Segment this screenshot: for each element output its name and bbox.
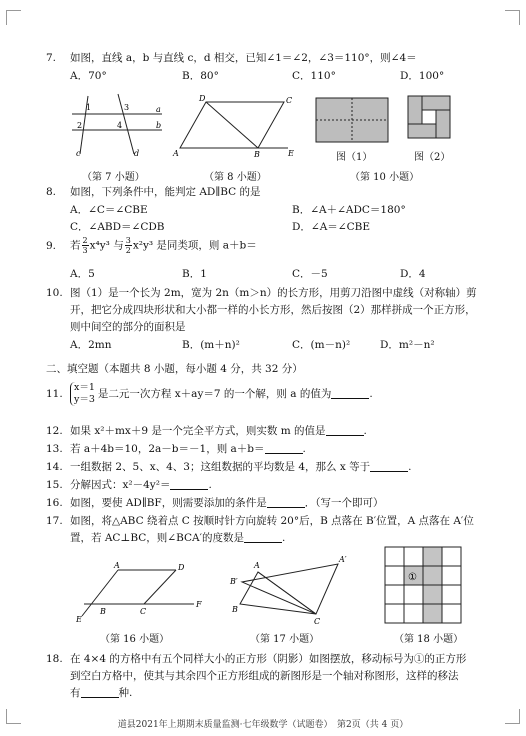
question-18-line-3: 有 种. bbox=[70, 687, 133, 699]
figure-10-2 bbox=[406, 94, 452, 140]
question-9: 9. 若 $\frac{2}{3}$ x⁴y³ 与 $\frac{3}{2}$ x²y³ 是同类项，则 a＋b＝ bbox=[46, 236, 257, 255]
fig8-label-e: E bbox=[288, 149, 294, 158]
question-12: 12. 如果 x²＋mx＋9 是一个完全平方式，则实数 m 的值是 . bbox=[46, 425, 367, 437]
fig17-label-b-prime: B′ bbox=[230, 577, 238, 586]
fig7-label-b: b bbox=[156, 121, 162, 130]
q16-answer-blank[interactable] bbox=[267, 497, 305, 508]
fig10-caption-1: 图（1） bbox=[336, 152, 373, 163]
q11-equation-system: x＝1 y＝3 bbox=[70, 382, 95, 406]
fig17-label-a: A bbox=[254, 561, 260, 570]
q18-answer-blank[interactable] bbox=[81, 687, 119, 698]
q9-option-c: C．－5 bbox=[292, 268, 328, 280]
question-10-line-3: 则中间空的部分的面积是 bbox=[70, 321, 186, 333]
page-footer: 道县2021年上期期末质量监测·七年级数学（试题卷） 第2页（共 4 页） bbox=[117, 720, 409, 730]
figure-16 bbox=[76, 558, 208, 624]
q10-option-b: B．(m＋n)² bbox=[182, 339, 240, 351]
question-15: 15. 分解因式：x²－4y²＝ . bbox=[46, 479, 212, 491]
q9-fraction-1: $\frac{2}{3}$ bbox=[82, 236, 88, 255]
question-18-line-2: 到空白方格中，使其与其余四个正方形组成的新图形是一个轴对称图形，这样的移法 bbox=[70, 670, 459, 682]
q7-option-b: B．80° bbox=[182, 70, 219, 82]
figure-8 bbox=[172, 94, 296, 158]
q11-answer-blank[interactable] bbox=[331, 388, 369, 399]
q9-option-b: B．1 bbox=[182, 268, 207, 280]
fig17-label-c: C bbox=[314, 617, 321, 626]
question-13: 13. 若 a＋4b＝10，2a－b＝－1，则 a＋b＝ . bbox=[46, 443, 306, 455]
crop-mark-top-right bbox=[505, 10, 520, 25]
fig17-label-a-prime: A′ bbox=[339, 555, 347, 564]
q14-answer-blank[interactable] bbox=[370, 461, 408, 472]
q10-option-d: D．m²－n² bbox=[380, 339, 435, 351]
figure-17 bbox=[228, 550, 356, 626]
q12-answer-blank[interactable] bbox=[326, 425, 364, 436]
fig16-label-c: C bbox=[140, 607, 147, 616]
fig7-label-a: a bbox=[156, 105, 161, 114]
question-18: 18. 在 4×4 的方格中有五个同样大小的正方形（阴影）如图摆放，移动标号为①的正方形 bbox=[46, 653, 467, 665]
fig7-label-3: 3 bbox=[124, 103, 130, 112]
q8-option-a: A．∠C＝∠CBE bbox=[70, 204, 148, 216]
q9-option-d: D．4 bbox=[400, 268, 426, 280]
fig18-mark: ① bbox=[408, 572, 417, 583]
fig16-label-d: D bbox=[178, 563, 185, 572]
figure-7 bbox=[72, 88, 166, 158]
fig10-caption-2: 图（2） bbox=[414, 152, 451, 163]
q7-option-c: C．110° bbox=[292, 70, 336, 82]
q8-option-c: C．∠ABD＝∠CDB bbox=[70, 221, 165, 233]
q7-option-d: D．100° bbox=[400, 70, 445, 82]
fig18-caption: （第 18 小题） bbox=[394, 634, 464, 645]
fig16-caption: （第 16 小题） bbox=[100, 634, 170, 645]
fig7-label-d: d bbox=[134, 149, 140, 158]
fig8-label-b: B bbox=[254, 150, 260, 158]
q17-answer-blank[interactable] bbox=[244, 532, 282, 543]
q8-option-d: D．∠A＝∠CBE bbox=[292, 221, 371, 233]
q9-option-a: A．5 bbox=[70, 268, 95, 280]
figure-10-1 bbox=[314, 96, 390, 144]
fig10-caption: （第 10 小题） bbox=[350, 172, 420, 183]
question-7: 7. 如图，直线 a，b 与直线 c，d 相交，已知∠1＝∠2，∠3＝110°，则∠4＝ bbox=[46, 52, 417, 64]
fig8-label-a: A bbox=[173, 149, 179, 158]
fig7-caption: （第 7 小题） bbox=[82, 172, 145, 183]
q10-option-a: A．2mn bbox=[70, 339, 112, 351]
fig7-label-c: c bbox=[76, 149, 81, 158]
fig17-label-b: B bbox=[232, 605, 238, 614]
question-16: 16. 如图，要使 AD∥BF，则需要添加的条件是 ．（写一个即可） bbox=[46, 497, 384, 509]
question-11: 11. x＝1 y＝3 是二元一次方程 x＋ay＝7 的一个解，则 a 的值为 . bbox=[46, 382, 373, 405]
section-2-title: 二、填空题（本题共 8 小题，每小题 4 分，共 32 分） bbox=[46, 363, 303, 375]
fig8-label-c: C bbox=[286, 96, 293, 105]
q7-option-a: A．70° bbox=[70, 70, 107, 82]
question-10: 10. 图（1）是一个长为 2m，宽为 2n（m＞n）的长方形，用剪刀沿图中虚线（对称轴）剪 bbox=[46, 287, 477, 299]
fig8-caption: （第 8 小题） bbox=[204, 172, 267, 183]
question-10-line-2: 开，把它分成四块形状和大小都一样的小长方形，然后按图（2）那样拼成一个正方形， bbox=[70, 304, 476, 316]
fig16-label-e: E bbox=[76, 615, 82, 624]
q9-fraction-2: $\frac{3}{2}$ bbox=[125, 236, 131, 255]
fig16-label-f: F bbox=[196, 600, 202, 609]
fig17-caption: （第 17 小题） bbox=[250, 634, 320, 645]
figure-18 bbox=[384, 546, 464, 626]
fig7-label-2: 2 bbox=[77, 121, 83, 130]
fig16-label-a: A bbox=[114, 561, 120, 570]
question-17-line-2: 置，若 AC⊥BC，则∠BCA′的度数是 . bbox=[70, 532, 286, 544]
q8-option-b: B．∠A＋∠ADC＝180° bbox=[292, 204, 406, 216]
fig7-label-4: 4 bbox=[117, 121, 123, 130]
fig16-label-b: B bbox=[100, 607, 106, 616]
q15-answer-blank[interactable] bbox=[170, 479, 208, 490]
question-14: 14. 一组数据 2、5、x、4、3；这组数据的平均数是 4，那么 x 等于 . bbox=[46, 461, 412, 473]
q10-option-c: C．(m－n)² bbox=[292, 339, 351, 351]
q13-answer-blank[interactable] bbox=[265, 443, 303, 454]
fig8-label-d: D bbox=[199, 94, 206, 103]
question-17: 17. 如图，将△ABC 绕着点 C 按顺时针方向旋转 20°后，B 点落在 B′位置，A 点落在 A′位 bbox=[46, 515, 474, 527]
crop-mark-top-left bbox=[6, 10, 21, 25]
question-8: 8. 如图，下列条件中，能判定 AD∥BC 的是 bbox=[46, 186, 261, 198]
fig7-label-1: 1 bbox=[86, 103, 92, 112]
